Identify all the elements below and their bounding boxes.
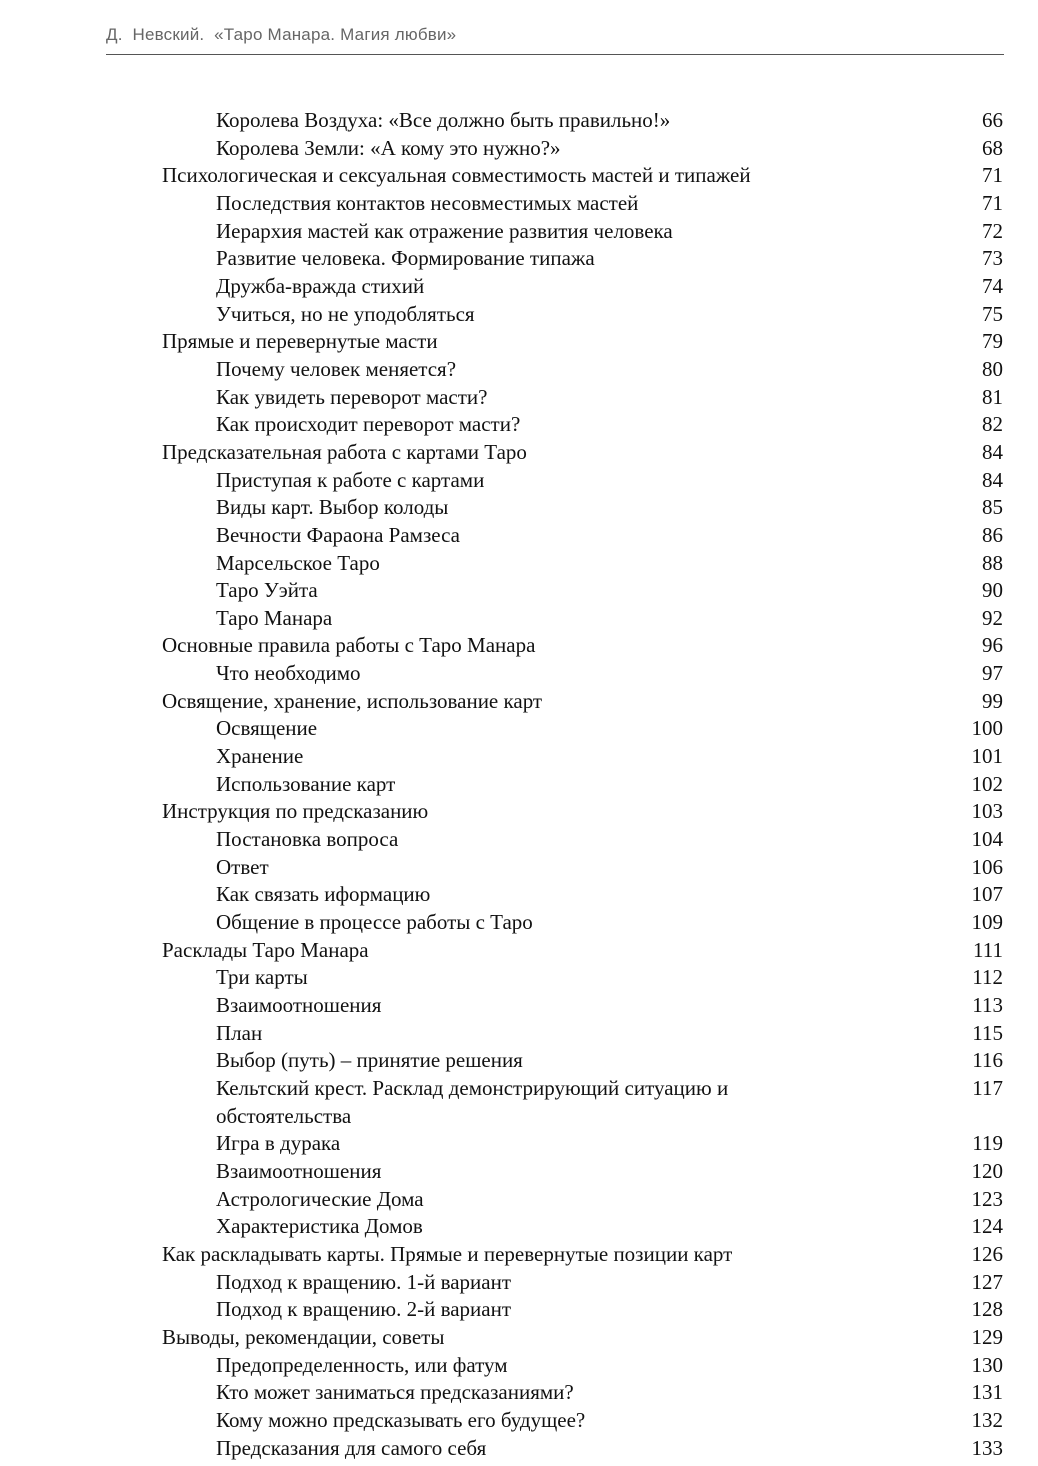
toc-entry-title: Кельтский крест. Расклад демонстрирующий ситуацию и обстоятельства bbox=[216, 1075, 729, 1128]
toc-entry bbox=[0, 467, 1038, 495]
toc-entry bbox=[0, 1407, 1038, 1435]
toc-entry bbox=[0, 854, 1038, 882]
toc-entry-page-number: 131 bbox=[971, 1380, 1003, 1405]
toc-entry-title: Хранение bbox=[216, 744, 304, 769]
toc-entry bbox=[0, 1241, 1038, 1269]
toc-entry-page-number: 92 bbox=[982, 605, 1003, 630]
toc-entry-title: Предопределенность, или фатум bbox=[216, 1352, 508, 1377]
toc-entry bbox=[0, 909, 1038, 937]
toc-entry bbox=[0, 1158, 1038, 1186]
toc-entry-page-number: 120 bbox=[971, 1158, 1003, 1183]
toc-entry-page-number: 106 bbox=[971, 854, 1003, 879]
toc-entry-page-number: 111 bbox=[973, 937, 1003, 962]
toc-entry-title: Предсказательная работа с картами Таро bbox=[162, 439, 527, 464]
toc-entry-page-number: 79 bbox=[982, 329, 1003, 354]
toc-entry bbox=[0, 135, 1038, 163]
toc-entry-page-number: 103 bbox=[971, 799, 1003, 824]
toc-entry-page-number: 116 bbox=[972, 1048, 1003, 1073]
toc-entry-page-number: 80 bbox=[982, 356, 1003, 381]
toc-entry bbox=[0, 1186, 1038, 1214]
toc-entry-page-number: 132 bbox=[971, 1407, 1003, 1432]
toc-entry bbox=[0, 273, 1038, 301]
toc-entry-title: Марсельское Таро bbox=[216, 550, 380, 575]
toc-entry-page-number: 75 bbox=[982, 301, 1003, 326]
toc-entry bbox=[0, 218, 1038, 246]
toc-entry-page-number: 99 bbox=[982, 688, 1003, 713]
toc-entry-page-number: 97 bbox=[982, 661, 1003, 686]
toc-entry-title: Инструкция по предсказанию bbox=[162, 799, 429, 824]
toc-entry bbox=[0, 632, 1038, 660]
toc-entry-title: Таро Манара bbox=[216, 605, 333, 630]
toc-entry bbox=[0, 577, 1038, 605]
toc-entry-page-number: 123 bbox=[971, 1186, 1003, 1211]
toc-entry-page-number: 112 bbox=[972, 965, 1003, 990]
toc-entry-page-number: 100 bbox=[971, 716, 1003, 741]
toc-entry-page-number: 129 bbox=[971, 1324, 1003, 1349]
toc-entry-title: Постановка вопроса bbox=[216, 827, 399, 852]
running-header: Д. Невский. «Таро Манара. Магия любви» bbox=[106, 25, 457, 44]
toc-entry-title: Кому можно предсказывать его будущее? bbox=[216, 1407, 586, 1432]
toc-entry-title: Приступая к работе с картами bbox=[216, 467, 485, 492]
toc-entry bbox=[0, 1130, 1038, 1158]
toc-entry bbox=[0, 771, 1038, 799]
toc-entry-title: Подход к вращению. 1-й вариант bbox=[216, 1269, 512, 1294]
toc-entry-title: Дружба-вражда стихий bbox=[216, 273, 425, 298]
toc-entry-title: Последствия контактов несовместимых мастей bbox=[216, 190, 639, 215]
toc-entry bbox=[0, 1020, 1038, 1048]
toc-entry-page-number: 101 bbox=[971, 744, 1003, 769]
toc-entry-title: Королева Земли: «А кому это нужно?» bbox=[216, 135, 561, 160]
toc-entry-title: Астрологические Дома bbox=[216, 1186, 424, 1211]
toc-entry-title: Кто может заниматься предсказаниями? bbox=[216, 1380, 574, 1405]
toc-entry-title: Учиться, но не уподобляться bbox=[216, 301, 475, 326]
toc-entry bbox=[0, 107, 1038, 135]
toc-entry bbox=[0, 937, 1038, 965]
header-rule bbox=[106, 54, 1004, 55]
toc-entry bbox=[0, 411, 1038, 439]
toc-entry bbox=[0, 301, 1038, 329]
toc-entry-page-number: 88 bbox=[982, 550, 1003, 575]
toc-entry-page-number: 113 bbox=[972, 993, 1003, 1017]
toc-entry-title: Взаимоотношения bbox=[216, 993, 382, 1017]
toc-entry-title: Три карты bbox=[216, 965, 308, 990]
toc-entry-title: Характеристика Домов bbox=[216, 1214, 423, 1239]
toc-entry-page-number: 85 bbox=[982, 495, 1003, 520]
toc-entry-page-number: 127 bbox=[971, 1269, 1003, 1294]
toc-entry-page-number: 133 bbox=[971, 1435, 1003, 1460]
toc-entry-title: Как происходит переворот масти? bbox=[216, 412, 521, 437]
toc-entry-title: Освящение bbox=[216, 716, 318, 741]
toc-entry-title: Игра в дурака bbox=[216, 1131, 341, 1156]
toc-entry-title: Как увидеть переворот масти? bbox=[216, 384, 488, 409]
toc-entry-page-number: 104 bbox=[971, 827, 1003, 852]
toc-entry-title: Почему человек меняется? bbox=[216, 356, 457, 381]
toc-entry-page-number: 109 bbox=[971, 910, 1003, 935]
toc-entry bbox=[0, 494, 1038, 522]
toc-entry-page-number: 72 bbox=[982, 218, 1003, 243]
toc-entry-page-number: 84 bbox=[982, 467, 1003, 492]
toc-entry bbox=[0, 190, 1038, 218]
toc-entry-page-number: 96 bbox=[982, 633, 1003, 658]
toc-entry-page-number: 68 bbox=[982, 135, 1003, 160]
toc-entry-page-number: 130 bbox=[971, 1352, 1003, 1377]
toc-entry-page-number: 82 bbox=[982, 412, 1003, 437]
toc-entry-page-number: 126 bbox=[971, 1241, 1003, 1266]
toc-entry-title: Предсказания для самого себя bbox=[216, 1435, 487, 1460]
toc-entry-title: Иерархия мастей как отражение развития человека bbox=[216, 218, 673, 243]
toc-entry-page-number: 71 bbox=[982, 190, 1003, 215]
toc-entry bbox=[0, 384, 1038, 412]
toc-entry-title: Основные правила работы с Таро Манара bbox=[162, 633, 536, 658]
toc-entry bbox=[0, 660, 1038, 688]
toc-entry-title: Виды карт. Выбор колоды bbox=[216, 495, 449, 520]
toc-entry-title: Как связать иформацию bbox=[216, 882, 431, 907]
toc-entry-page-number: 81 bbox=[982, 384, 1003, 409]
toc-entry bbox=[0, 881, 1038, 909]
toc-entry-title: Что необходимо bbox=[216, 661, 361, 686]
toc-entry-page-number: 90 bbox=[982, 578, 1003, 603]
toc-entry-title: План bbox=[216, 1020, 263, 1045]
toc-entry-title: Ответ bbox=[216, 854, 269, 879]
toc-entry-page-number: 124 bbox=[971, 1214, 1003, 1239]
toc-entry-title: Развитие человека. Формирование типажа bbox=[216, 246, 595, 271]
toc-entry bbox=[0, 992, 1038, 1020]
toc-entry bbox=[0, 439, 1038, 467]
toc-entry-title: Освящение, хранение, использование карт bbox=[162, 688, 543, 713]
toc-entry bbox=[0, 1435, 1038, 1463]
toc-entry bbox=[0, 550, 1038, 578]
toc-entry-title: Общение в процессе работы с Таро bbox=[216, 910, 533, 935]
toc-entry-title: Прямые и перевернутые масти bbox=[162, 329, 438, 354]
toc-entry bbox=[0, 1269, 1038, 1297]
toc-entry-title: Вечности Фараона Рамзеса bbox=[216, 522, 460, 547]
toc-entry bbox=[0, 1047, 1038, 1075]
toc-entry bbox=[0, 1213, 1038, 1241]
toc-entry-title: Взаимоотношения bbox=[216, 1158, 382, 1183]
toc-entry bbox=[0, 328, 1038, 356]
toc-entry-title: Таро Уэйта bbox=[216, 578, 318, 603]
toc-entry bbox=[0, 715, 1038, 743]
toc-entry-title: Выбор (путь) – принятие решения bbox=[216, 1048, 523, 1073]
toc-entry-title: Подход к вращению. 2-й вариант bbox=[216, 1297, 512, 1322]
toc-entry bbox=[0, 356, 1038, 384]
toc-entry-page-number: 74 bbox=[982, 273, 1003, 298]
toc-entry bbox=[0, 522, 1038, 550]
toc-entry-page-number: 71 bbox=[982, 163, 1003, 188]
toc-entry-page-number: 117 bbox=[972, 1075, 1003, 1100]
toc-entry-title: Расклады Таро Манара bbox=[162, 937, 369, 962]
toc-entry-page-number: 107 bbox=[971, 882, 1003, 907]
toc-entry bbox=[0, 1379, 1038, 1407]
toc-entry bbox=[0, 826, 1038, 854]
toc-entry-title: Как раскладывать карты. Прямые и перевернутые позиции карт bbox=[162, 1241, 733, 1266]
toc-entry bbox=[0, 1075, 1038, 1130]
toc-entry-title: Выводы, рекомендации, советы bbox=[162, 1324, 445, 1349]
toc-entry bbox=[0, 162, 1038, 190]
toc-entry bbox=[0, 1296, 1038, 1324]
toc-entry-page-number: 102 bbox=[971, 771, 1003, 796]
toc-entry-page-number: 66 bbox=[982, 108, 1003, 132]
toc-entry-page-number: 128 bbox=[971, 1297, 1003, 1322]
toc-entry-page-number: 119 bbox=[972, 1131, 1003, 1156]
toc-entry bbox=[0, 245, 1038, 273]
toc-entry bbox=[0, 688, 1038, 716]
toc-entry-page-number: 115 bbox=[972, 1020, 1003, 1045]
toc-entry bbox=[0, 1324, 1038, 1352]
toc-entry-page-number: 73 bbox=[982, 246, 1003, 271]
table-of-contents bbox=[0, 107, 1038, 1462]
toc-entry-title: Психологическая и сексуальная совместимость мастей и типажей bbox=[162, 163, 751, 188]
toc-entry-page-number: 86 bbox=[982, 522, 1003, 547]
toc-entry bbox=[0, 605, 1038, 633]
toc-entry-title: Использование карт bbox=[216, 771, 396, 796]
toc-entry bbox=[0, 743, 1038, 771]
toc-entry bbox=[0, 964, 1038, 992]
toc-entry-title: Королева Воздуха: «Все должно быть правильно!» bbox=[216, 108, 671, 132]
toc-entry bbox=[0, 798, 1038, 826]
toc-entry bbox=[0, 1352, 1038, 1380]
toc-entry-page-number: 84 bbox=[982, 439, 1003, 464]
